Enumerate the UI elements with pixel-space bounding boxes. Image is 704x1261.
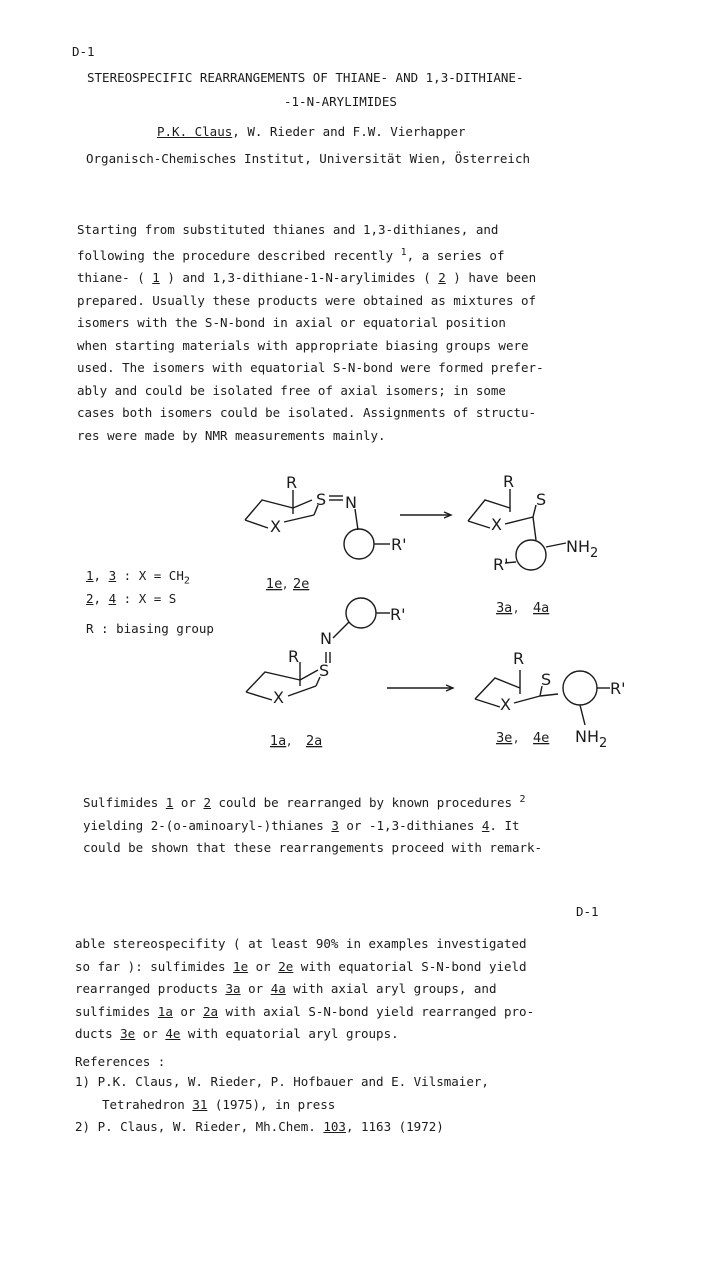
affiliation: Organisch-Chemisches Institut, Universität Wien, Österreich: [86, 151, 531, 166]
citation-ref: 1: [400, 246, 407, 258]
abstract-line: ably and could be isolated free of axial isomers; in some: [77, 382, 506, 398]
atom-R: R: [513, 649, 525, 668]
atom-S: S: [319, 661, 330, 680]
ring-bond: [475, 699, 500, 707]
amino-group: $NH_2$: [575, 727, 608, 751]
abstract-line: cases both isomers could be isolated. Assignments of structu-: [77, 405, 537, 421]
abstract-line: thiane- ( 1 ) and 1,3-dithiane-1-N-arylimides ( 2 ) have been: [77, 270, 537, 286]
atom-S: S: [316, 490, 327, 509]
ring-bond: [300, 670, 318, 680]
ring-bond: [284, 515, 314, 522]
abstract-line: used. The isomers with equatorial S-N-bond were formed prefer-: [77, 360, 544, 376]
label-4a: 4a: [533, 601, 550, 616]
reference-item-cont: Tetrahedron 31 (1975), in press: [102, 1096, 336, 1112]
phenyl-ring: [563, 671, 597, 705]
label-1e: 1e: [266, 577, 283, 592]
reference-item: 2) P. Claus, W. Rieder, Mh.Chem. 103, 1163 (1972): [75, 1119, 444, 1134]
amino-group: $NH_2$: [566, 537, 599, 561]
body-line: could be shown that these rearrangements proceed with remark-: [83, 840, 543, 856]
label-2e: 2e: [293, 577, 310, 592]
ring-bond: [468, 521, 490, 528]
ring-bond: [246, 692, 272, 700]
ring-bond: [505, 517, 533, 524]
body-line: sulfimides 1a or 2a with axial S-N-bond yield rearranged pro-: [75, 1003, 535, 1019]
bond: [533, 517, 536, 540]
ring-bond: [293, 500, 312, 508]
abstract-line: Starting from substituted thianes and 1,3-dithianes, and: [77, 222, 499, 237]
compound-number: 1: [152, 270, 160, 286]
page-mark-2: D-1: [576, 904, 599, 919]
compound-number: 2: [438, 270, 446, 286]
body-line: rearranged products 3a or 4a with axial aryl groups, and: [75, 981, 497, 996]
phenyl-ring: [516, 540, 546, 570]
bond: [546, 543, 566, 547]
reference-item: 1) P.K. Claus, W. Rieder, P. Hofbauer and E. Vilsmaier,: [75, 1074, 489, 1089]
label-2a: 2a: [306, 734, 323, 749]
references-list: [75, 1071, 489, 1139]
title-line-1: STEREOSPECIFIC REARRANGEMENTS OF THIANE- AND 1,3-DITHIANE-: [87, 70, 524, 85]
atom-S: S: [536, 490, 547, 509]
page-mark: D-1: [72, 44, 95, 59]
body-paragraph-2: [75, 933, 534, 1046]
atom-R: R: [286, 473, 298, 492]
label-3a: 3a: [496, 601, 513, 616]
references-heading: References :: [75, 1054, 166, 1069]
atom-X: X: [270, 517, 281, 536]
abstract-line: isomers with the S-N-bond in axial or equatorial position: [77, 315, 506, 331]
abstract-line: following the procedure described recently $^1$, a series of: [77, 246, 505, 263]
atom-R-prime: R': [390, 605, 406, 624]
atom-N: N: [320, 629, 332, 648]
bond: [333, 622, 349, 638]
body-line: Sulfimides 1 or 2 could be rearranged by known procedures $^2$: [83, 794, 526, 811]
abstract-line: prepared. Usually these products were obtained as mixtures of: [77, 292, 537, 308]
label-4e: 4e: [533, 731, 550, 746]
label-comma: ,: [283, 577, 288, 592]
body-line: so far ): sulfimides 1e or 2e with equatorial S-N-bond yield: [75, 958, 527, 974]
ring-bond: [245, 520, 268, 528]
atom-X: X: [500, 695, 511, 714]
atom-R-prime: R': [391, 535, 407, 554]
legend-line-1: 1, 3 : $X = CH_2$: [86, 568, 190, 587]
other-authors: , W. Rieder and F.W. Vierhapper: [232, 124, 466, 139]
body-line: yielding 2-(o-aminoaryl-)thianes 3 or -1,3-dithianes 4. It: [83, 817, 520, 833]
abstract-line: res were made by NMR measurements mainly.: [77, 427, 386, 443]
atom-S: S: [541, 670, 552, 689]
atom-R-prime: R': [493, 555, 509, 574]
ring-bond: [468, 500, 510, 521]
ring-bond: [245, 500, 293, 520]
atom-N: N: [345, 493, 357, 512]
label-comma: ,: [514, 601, 519, 616]
atom-R: R: [503, 472, 515, 491]
label-3e: 3e: [496, 731, 513, 746]
body-line: able stereospecifity ( at least 90% in examples investigated: [75, 936, 527, 951]
ring-bond: [514, 696, 540, 703]
first-author: P.K. Claus: [157, 124, 233, 139]
atom-R: R: [288, 647, 300, 666]
ring-bond: [288, 686, 316, 696]
legend-line-3: R : biasing group: [86, 621, 214, 636]
label-comma: ,: [287, 734, 292, 749]
atom-R-prime: R': [610, 679, 626, 698]
atom-X: X: [491, 515, 502, 534]
citation-ref: 2: [519, 794, 526, 805]
label-1a: 1a: [270, 734, 287, 749]
bond: [355, 509, 358, 530]
abstract-line: when starting materials with appropriate biasing groups were: [77, 337, 529, 353]
body-line: ducts 3e or 4e with equatorial aryl groups.: [75, 1026, 399, 1041]
ring-bond: [475, 678, 520, 699]
title-line-2: -1-N-ARYLIMIDES: [284, 94, 397, 109]
bond: [540, 694, 558, 696]
phenyl-ring: [346, 598, 376, 628]
phenyl-ring: [344, 529, 374, 559]
atom-X: X: [273, 688, 284, 707]
bond: [580, 705, 585, 725]
body-paragraph: [83, 789, 542, 860]
legend-line-2: 2, 4 : X = S: [86, 591, 177, 606]
label-comma: ,: [514, 731, 519, 746]
